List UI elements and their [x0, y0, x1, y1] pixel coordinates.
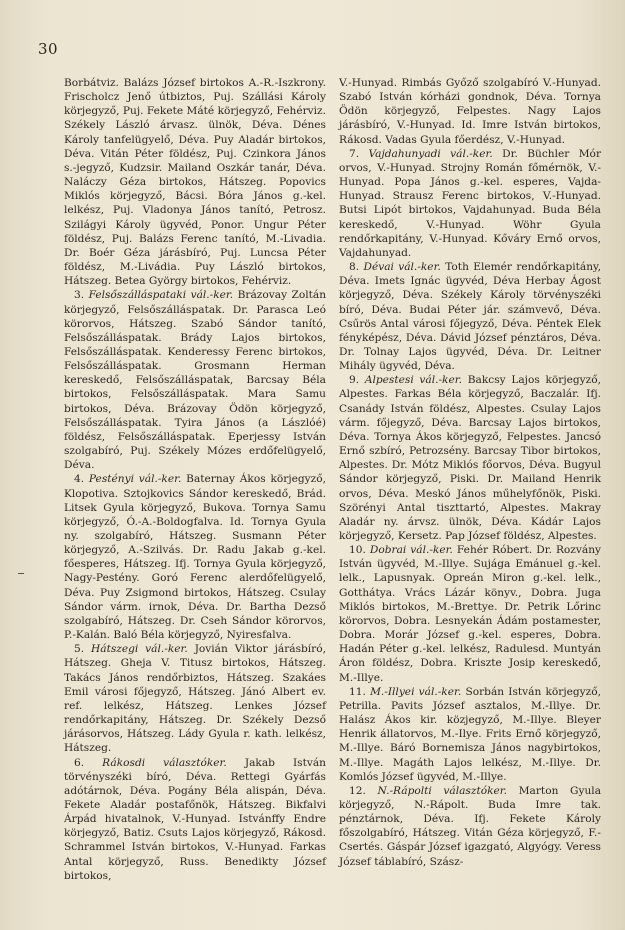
paragraph: 11. M.-Illyei vál.-ker. Sorbán István körjegyző, Petrilla. Pavits József asztalos, M.-Illye. Dr. Halász Ákos kir. közjegyző, M.-Illye. Bleyer Henrik állatorvos, M.-Ilye. Frits Ernő körjegyző, M.-Illye. Báró Bornemisza János nagybirtokos, M.-Illye. Magáth Lajos lelkész, M.-Illye. Dr. Komlós József ügyvéd, M.-Illye.: [339, 685, 601, 783]
paragraph: 4. Pestényi vál.-ker. Baternay Ákos körjegyző, Klopotiva. Sztojkovics Sándor kereskedő, Brád. Litsek Gyula körjegyző, Bukova. Tornya Samu körjegyző, Ó.-A.-Boldogfalva. Id. Tornya Gyula ny. szolgabíró, Hátszeg. Susmann Péter körjegyző, A.-Szilvás. Dr. Radu Jakab g.-kel. főesperes, Hátszeg. Ifj. Tornya Gyula körjegyző, Nagy-Pestény. Goró Ferenc alerdőfelügyelő, Déva. Puy Zsigmond birtokos, Hátszeg. Csulay Sándor várm. irnok, Déva. Dr. Bartha Dezső szolgabíró, Hátszeg. Dr. Cseh Sándor körorvos, P.-Kalán. Baló Béla körjegyző, Nyiresfalva.: [64, 473, 326, 642]
paragraph: 5. Hátszegi vál.-ker. Jovián Viktor járásbíró, Hátszeg. Gheja V. Titusz birtokos, Hátszeg. Takács János rendőrbiztos, Hátszeg. Szakáes Emil városi főjegyző, Hátszeg. Jánó Albert ev. ref. lelkész, Hátszeg. Lenkes József rendőrkapitány, Hátszeg. Dr. Székely Dezső járásorvos, Hátszeg. Lády Gyula r. kath. lelkész, Hátszeg.: [64, 643, 326, 755]
district-heading: Alpestesi vál.-ker.: [364, 374, 463, 387]
right-column: [339, 76, 601, 869]
paragraph: Borbátviz. Balázs József birtokos A.-R.-Iszkrony. Frischolcz Jenő útbiztos, Puj. Szállási Károly körjegyző, Puj. Fekete Máté körjegyző, Fehérviz. Székely László árvasz. ülnök, Déva. Dénes Károly tanfelügyelő, Déva. Puy Aladár birtokos, Déva. Vitán Péter földész, Puj. Czinkora János s.-jegyző, Kudzsir. Mailand Oszkár tanár, Déva. Naláczy Géza birtokos, Hátszeg. Popovics Miklós körjegyző, Bácsi. Bóra János g.-kel. lelkész, Puj. Vladonya János tanító, Petrosz. Szilágyi Károly ügyvéd, Ponor. Ungur Péter földész, Puj. Balázs Ferenc tanító, M.-Livadia. Dr. Boér Géza járásbíró, Puj. Luncsa Péter földész, M.-Livádia. Puy László birtokos, Hátszeg. Betea György birtokos, Fehérviz.: [64, 77, 326, 288]
district-heading: Pestényi vál.-ker.: [88, 473, 182, 486]
district-heading: Rákosdi választóker.: [102, 756, 227, 769]
paragraph: 10. Dobrai vál.-ker. Fehér Róbert. Dr. Rozvány István ügyvéd, M.-Illye. Sujága Emánuel g.-kel. lelk., Lapusnyak. Opreán Miron g.-kel. lelk., Gotthátya. Vrács Lázár könyv., Dobra. Juga Miklós birtokos, M.-Brettye. Dr. Petrik Lőrinc körorvos, Dobra. Lesnyekán Ádám postamester, Dobra. Morár József g.-kel. esperes, Dobra. Hadán Péter g.-kel. lelkész, Radulesd. Muntyán Áron földész, Dobra. Kriszte Josip kereskedő, M.-Illye.: [339, 544, 602, 684]
district-heading: Dévai vál.-ker.: [363, 261, 441, 274]
paragraph: 6. Rákosdi választóker. Jakab István törvényszéki bíró, Déva. Rettegi Gyárfás adótárnok, Déva. Pogány Béla alispán, Déva. Fekete Aladár postafőnök, Hátszeg. Bikfalvi Árpád hivatalnok, V.-Hunyad. Istvánffy Endre körjegyző, Batiz. Csuts Lajos körjegyző, Rákosd. Schrammel István birtokos, V.-Hunyad. Farkas Antal körjegyző, Russ. Benedikty József birtokos,: [64, 756, 326, 882]
district-heading: Felsőszálláspataki vál.-ker.: [88, 289, 234, 302]
paragraph: 9. Alpestesi vál.-ker. Bakcsy Lajos körjegyző, Alpestes. Farkas Béla körjegyző, Baczalár. Ifj. Csanády István földész, Alpestes. Csulay Lajos várm. főjegyző, Déva. Barcsay Lajos birtokos, Déva. Tornya Ákos körjegyző, Felpestes. Jancsó Ernő szbíró, Petrozsény. Barcsay Tibor birtokos, Alpestes. Dr. Mótz Miklós főorvos, Déva. Bugyul Sándor körjegyző, Piski. Dr. Mailand Henrik orvos, Déva. Meskó János műhelyfőnök, Piski. Szörényi Antal tiszttartó, Alpestes. Makray Aladár ny. árvsz. ülnök, Déva. Kádár Lajos körjegyző, Kersetz. Pap József földész, Alpestes.: [339, 374, 601, 542]
margin-mark: [18, 573, 24, 574]
district-heading: M.-Illyei vál.-ker.: [370, 685, 462, 698]
paragraph: 8. Dévai vál.-ker. Toth Elemér rendőrkapitány, Déva. Imets Ignác ügyvéd, Déva Herbay Ágost körjegyző, Déva. Székely Károly törvényszéki bíró, Déva. Budai Péter jár. számvevő, Déva. Csűrös Antal városi főjegyző, Déva. Péntek Elek fényképész, Déva. Dávid József pénztáros, Déva. Dr. Tolnay Lajos ügyvéd, Déva. Dr. Leitner Mihály ügyvéd, Déva.: [339, 261, 601, 373]
paragraph: 3. Felsőszálláspataki vál.-ker. Brázovay Zoltán körjegyző, Felsőszálláspatak. Dr. Parasca Leó körorvos, Hátszeg. Szabó Sándor tanító, Felsőszálláspatak. Brády Lajos birtokos, Felsőszálláspatak. Kenderessy Ferenc birtokos, Felsőszálláspatak. Grosmann Herman kereskedő, Felsőszálláspatak, Barcsay Béla birtokos, Felsőszálláspatak. Mara Samu birtokos, Déva. Brázovay Ödön körjegyző, Felsőszálláspatak. Tyira János (a Lászlóé) földész, Felsőszálláspatak. Eperjessy István szolgabíró, Puj. Székely Mózes erdőfelügyelő, Déva.: [64, 289, 327, 472]
district-heading: Vajdahunyadi vál.-ker.: [368, 147, 493, 160]
page-number: 30: [38, 40, 59, 58]
paragraph: 12. N.-Rápolti választóker. Marton Gyula körjegyző, N.-Rápolt. Buda Imre tak. pénztárnok, Déva. Ifj. Fekete Károly főszolgabíró, Hátszeg. Vitán Géza körjegyző, F.-Csertés. Gáspár József igazgató, Algyógy. Veress József táblabíró, Szász-: [339, 784, 602, 868]
district-heading: Dobrai vál.-ker.: [369, 544, 453, 557]
paragraph: V.-Hunyad. Rimbás Győző szolgabíró V.-Hunyad. Szabó István kórházi gondnok, Déva. Tornya Ödön körjegyző, Felpestes. Nagy Lajos járásbíró, V.-Hunyad. Id. Imre István birtokos, Rákosd. Vadas Gyula főerdész, V.-Hunyad.: [339, 77, 601, 146]
left-column: [64, 76, 326, 883]
district-heading: N.-Rápolti választóker.: [377, 784, 508, 797]
paragraph: 7. Vajdahunyadi vál.-ker. Dr. Büchler Mór orvos, V.-Hunyad. Strojny Román főmérnök, V.-Hunyad. Popa János g.-kel. esperes, Vajda-Hunyad. Strausz Ferenc birtokos, V.-Hunyad. Butsi Lipót birtokos, Vajdahunyad. Buda Béla kereskedő, V.-Hunyad. Wöhr Gyula rendőrkapitány, V.-Hunyad. Kőváry Ernő orvos, Vajdahunyad.: [339, 147, 602, 259]
district-heading: Hátszegi vál.-ker.: [91, 643, 188, 656]
